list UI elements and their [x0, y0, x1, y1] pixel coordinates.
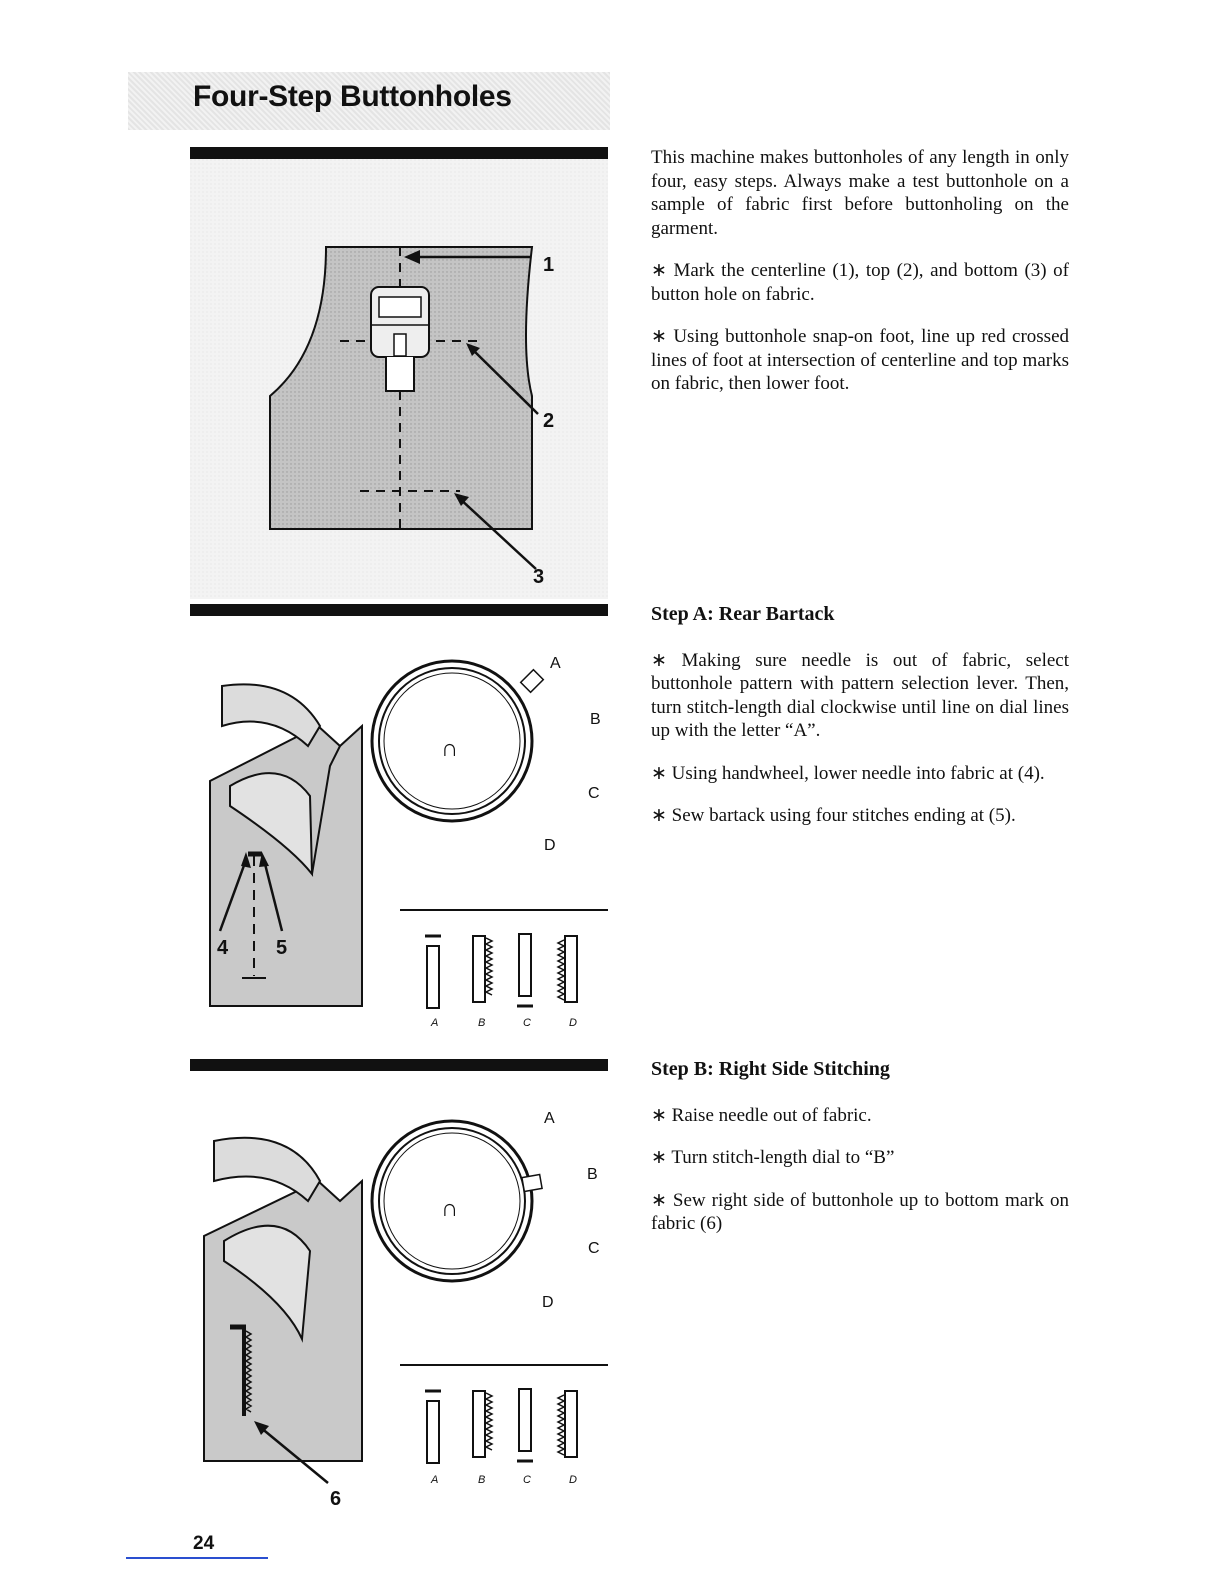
stitch-sequence-diagram [425, 934, 577, 1008]
callout-5: 5 [276, 937, 288, 959]
callout-3: 3 [533, 566, 545, 588]
stitch-label-d: D [569, 1474, 577, 1486]
intro-bullet-1: ∗ Mark the centerline (1), top (2), and bottom (3) of button hole on fabric. [651, 260, 1069, 305]
stitch-label-b: B [478, 1017, 486, 1029]
step-b-bullet-1: ∗ Raise needle out of fabric. [651, 1104, 872, 1126]
bottom-rule [126, 1557, 268, 1559]
dial-buttonhole-symbol: ∩ [441, 1195, 459, 1222]
stitch-label-c: C [523, 1474, 531, 1486]
dial-letter-b: B [587, 1166, 598, 1183]
step-a-bullet-2: ∗ Using handwheel, lower needle into fabric at (4). [651, 762, 1045, 784]
stitch-length-dial [372, 1121, 542, 1281]
step-b-bullet-3: ∗ Sew right side of buttonhole up to bottom mark on fabric (6) [651, 1189, 1069, 1234]
intro-text [651, 146, 1069, 415]
section-bar-step-b [190, 1059, 608, 1071]
section-bar-intro [190, 147, 608, 159]
stitch-sequence-diagram [425, 1389, 577, 1463]
stitch-label-b: B [478, 1474, 486, 1486]
page-number: 24 [193, 1533, 215, 1554]
section-bar-step-a [190, 604, 608, 616]
step-b-text [651, 1058, 1069, 1255]
dial-letter-d: D [544, 837, 556, 854]
figure-step-b [190, 1071, 608, 1516]
stitch-label-d: D [569, 1017, 577, 1029]
dial-letter-c: C [588, 785, 600, 802]
step-a-heading: Step A: Rear Bartack [651, 603, 835, 625]
stitch-label-a: A [431, 1474, 439, 1486]
dial-buttonhole-symbol: ∩ [441, 735, 459, 762]
step-b-heading: Step B: Right Side Stitching [651, 1058, 890, 1080]
garment-collar [204, 1138, 362, 1461]
page-title: Four-Step Buttonholes [193, 80, 512, 113]
stitch-label-a: A [431, 1017, 439, 1029]
step-a-text [651, 603, 1069, 847]
callout-2: 2 [543, 410, 555, 432]
intro-paragraph: This machine makes buttonholes of any length in only four, easy steps. Always make a test buttonhole on a sample of fabric first before buttonholing on the garment. [651, 147, 1069, 239]
callout-6: 6 [330, 1488, 342, 1510]
figure-fabric-markings [190, 159, 608, 599]
dial-letter-a: A [550, 655, 561, 672]
figure-step-a [190, 616, 608, 1036]
callout-1: 1 [543, 254, 555, 276]
dial-letter-d: D [542, 1294, 554, 1311]
step-a-bullet-3: ∗ Sew bartack using four stitches ending at (5). [651, 805, 1016, 826]
intro-bullet-2: ∗ Using buttonhole snap-on foot, line up red crossed lines of foot at intersection of centerline and top marks on fabric, then lower foot. [651, 326, 1069, 394]
stitch-length-dial [372, 661, 543, 821]
step-b-bullet-2: ∗ Turn stitch-length dial to “B” [651, 1147, 895, 1168]
dial-letter-c: C [588, 1240, 600, 1257]
callout-4: 4 [217, 937, 229, 959]
dial-letter-b: B [590, 711, 601, 728]
stitch-label-c: C [523, 1017, 531, 1029]
step-a-bullet-1: ∗ Making sure needle is out of fabric, select buttonhole pattern with pattern selection lever. Then, turn stitch-length dial clockwise until line on dial lines up with the letter “A”. [651, 649, 1069, 741]
dial-letter-a: A [544, 1110, 555, 1127]
